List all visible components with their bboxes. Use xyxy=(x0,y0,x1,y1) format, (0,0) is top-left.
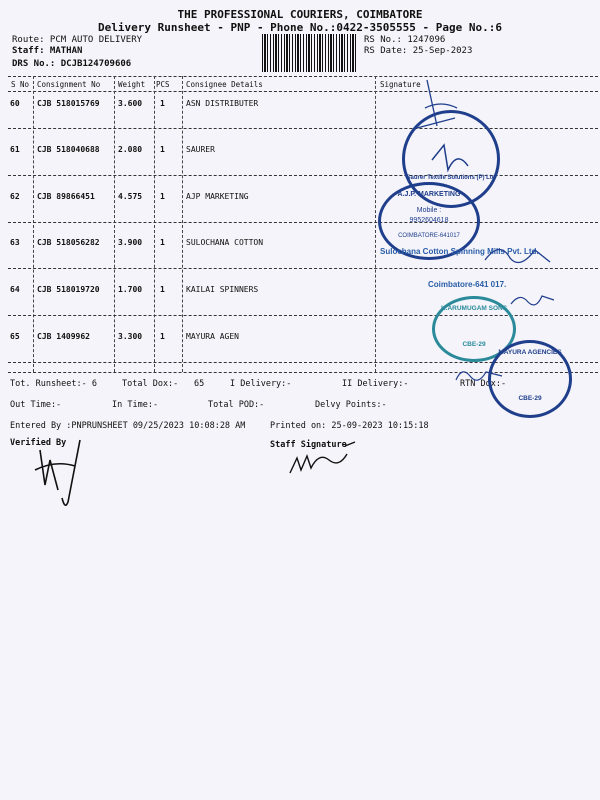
row-pcs: 1 xyxy=(160,145,165,154)
rtn-dox: RTN Dox:- xyxy=(460,379,507,389)
header-consignment: Consignment No xyxy=(37,80,101,89)
row-pcs: 1 xyxy=(160,285,165,294)
drs-number: DRS No.: DCJB124709606 xyxy=(12,59,132,69)
header-pcs: PCS xyxy=(156,80,170,89)
mayura-stamp-city: CBE-29 xyxy=(518,395,542,402)
delvy-points: Delvy Points:- xyxy=(315,400,387,410)
table-top-rule xyxy=(8,76,598,77)
header-signature: Signature xyxy=(380,80,421,89)
row-weight: 3.900 xyxy=(118,238,143,247)
ii-delivery: II Delivery:- xyxy=(342,379,409,389)
row-weight: 3.600 xyxy=(118,99,143,108)
runsheet-title: Delivery Runsheet - PNP - Phone No.:0422-3505555 - Page No.:6 xyxy=(98,21,502,34)
col-divider xyxy=(33,76,34,372)
header-sno: S No xyxy=(11,80,30,89)
in-time: In Time:- xyxy=(112,400,159,410)
kailai-stamp-city: CBE-29 xyxy=(462,341,486,348)
verified-by-signature xyxy=(20,430,110,510)
kailai-stamp-name: K.ARUMUGAM SONS xyxy=(440,305,508,312)
header-consignee: Consignee Details xyxy=(186,80,263,89)
row-pcs: 1 xyxy=(160,192,165,201)
total-dox-value: 65 xyxy=(194,379,205,389)
row-pcs: 1 xyxy=(160,99,165,108)
staff-signature xyxy=(285,438,395,483)
rs-number: RS No.: 1247096 xyxy=(364,35,446,45)
row-consignment: CJB 518015769 xyxy=(37,99,100,108)
row-sno: 60 xyxy=(10,99,20,108)
row-pcs: 1 xyxy=(160,238,165,247)
header-weight: Weight xyxy=(118,80,146,89)
col-divider xyxy=(182,76,183,372)
col-divider xyxy=(114,76,115,372)
row-consignment: CJB 1409962 xyxy=(37,332,90,341)
row-consignee: ASN DISTRIBUTER xyxy=(186,99,259,108)
col-divider xyxy=(375,76,376,372)
verified-by-label: Verified By xyxy=(10,438,67,448)
staff-label: Staff: MATHAN xyxy=(12,46,83,56)
total-dox-label: Total Dox:- xyxy=(122,379,179,389)
row-weight: 2.080 xyxy=(118,145,143,154)
row-pcs: 1 xyxy=(160,332,165,341)
mayura-stamp-name: MAYURA AGENCIES xyxy=(498,349,562,356)
row-sno: 64 xyxy=(10,285,20,294)
row-weight: 4.575 xyxy=(118,192,143,201)
barcode xyxy=(262,34,358,72)
row-weight: 3.300 xyxy=(118,332,143,341)
ajp-stamp-mobile-label: Mobile : xyxy=(416,207,442,214)
row-consignee: MAYURA AGEN xyxy=(186,332,239,341)
row-consignee: KAILAI SPINNERS xyxy=(186,285,259,294)
row-sno: 62 xyxy=(10,192,20,201)
row-sno: 61 xyxy=(10,145,20,154)
row-consignee: SAURER xyxy=(186,145,215,154)
kailai-signature xyxy=(508,288,558,310)
row-consignment: CJB 518040688 xyxy=(37,145,100,154)
sulochana-stamp-city: Coimbatore-641 017. xyxy=(428,280,507,289)
table-header-rule xyxy=(8,91,598,92)
saurer-stamp-text: Saurer Textile Solutions (P) Ltd xyxy=(406,175,496,181)
row-rule xyxy=(8,222,598,223)
ajp-stamp-city: COIMBATORE-641017 xyxy=(398,233,460,239)
route-label: Route: PCM AUTO DELIVERY xyxy=(12,35,143,45)
tot-runsheet: Tot. Runsheet:- 6 xyxy=(10,379,97,389)
company-title: THE PROFESSIONAL COURIERS, COIMBATORE xyxy=(177,8,423,21)
row-rule xyxy=(8,175,598,176)
row-sno: 63 xyxy=(10,238,20,247)
staff-signature-label: Staff Signature xyxy=(270,440,347,450)
row-weight: 1.700 xyxy=(118,285,143,294)
printed-on: Printed on: 25-09-2023 10:15:18 xyxy=(270,421,429,431)
ajp-stamp-name: A.J.P. MARKETING xyxy=(397,191,461,198)
out-time: Out Time:- xyxy=(10,400,62,410)
row-consignment: CJB 518056282 xyxy=(37,238,100,247)
mayura-signature xyxy=(452,362,512,388)
row-consignment: CJB 89866451 xyxy=(37,192,95,201)
sulochana-signature xyxy=(480,240,590,270)
ajp-stamp-mobile: 9952604618 xyxy=(409,217,449,224)
sulochana-stamp: Sulochana Cotton Spinning Mills Pvt. Ltd. xyxy=(380,247,539,256)
i-delivery: I Delivery:- xyxy=(230,379,292,389)
row-consignee: AJP MARKETING xyxy=(186,192,249,201)
col-divider xyxy=(154,76,155,372)
total-pod: Total POD:- xyxy=(208,400,265,410)
row-rule xyxy=(8,128,598,129)
row-sno: 65 xyxy=(10,332,20,341)
row-consignee: SULOCHANA COTTON xyxy=(186,238,264,247)
row-consignment: CJB 518019720 xyxy=(37,285,100,294)
entered-by: Entered By :PNPRUNSHEET 09/25/2023 10:08:28 AM xyxy=(10,421,246,431)
rs-date: RS Date: 25-Sep-2023 xyxy=(364,46,473,56)
